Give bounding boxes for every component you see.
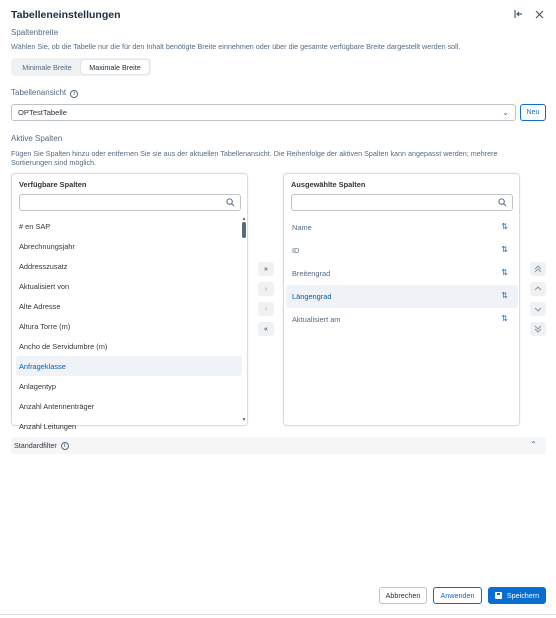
column-width-toggle (11, 58, 151, 76)
cancel-button[interactable]: Abbrechen (379, 587, 427, 604)
standard-filter-label: Standardfilter (14, 441, 57, 450)
list-item-label: Längengrad (292, 292, 332, 301)
selected-columns-list (286, 216, 518, 331)
save-button[interactable] (488, 587, 546, 604)
active-columns-label: Aktive Spalten (11, 134, 63, 143)
column-width-description: Wählen Sie, ob die Tabelle nur die für den Inhalt benötigte Breite einnehmen oder über die gesamte verfügbare Breite dargestellt werden soll. (11, 42, 461, 51)
scrollbar-thumb[interactable] (242, 222, 246, 238)
move-top-button[interactable] (530, 262, 546, 276)
available-scrollbar[interactable] (241, 216, 247, 423)
list-item[interactable]: Altura Torre (m) (19, 321, 71, 331)
remove-button[interactable]: ‹ (258, 302, 274, 316)
selected-search-input[interactable] (291, 194, 513, 211)
available-columns-list (16, 216, 242, 431)
new-view-button[interactable]: Neu (520, 104, 546, 121)
list-item-label: ID (292, 246, 300, 255)
close-icon[interactable] (533, 8, 545, 20)
save-icon (495, 592, 502, 599)
list-item[interactable]: Aktualisiert von (19, 281, 70, 291)
list-item[interactable] (286, 308, 518, 331)
search-icon (226, 198, 235, 207)
remove-all-button[interactable]: « (258, 322, 274, 336)
search-icon (498, 198, 507, 207)
standard-filter-section[interactable] (11, 437, 546, 454)
list-item[interactable]: Anzahl Leitungen (19, 421, 77, 431)
chevron-down-icon: ⌄ (502, 108, 509, 117)
double-chevron-down-icon (534, 325, 542, 333)
chevron-up-icon (534, 285, 542, 293)
table-view-select[interactable] (11, 104, 516, 121)
available-columns-title: Verfügbare Spalten (19, 180, 87, 189)
active-columns-description: Fügen Sie Spalten hinzu oder entfernen Sie sie aus der aktuellen Tabellenansicht. Die Reihenfolge der aktiven Spalten kann angepasst werden; mehrere Sortierungen sind möglich. (11, 149, 498, 167)
selected-columns-panel (283, 173, 520, 426)
list-item[interactable]: Alte Adresse (19, 301, 61, 311)
list-item[interactable]: Abrechnungsjahr (19, 241, 75, 251)
selected-columns-title: Ausgewählte Spalten (291, 180, 366, 189)
table-view-label: Tabellenansicht i (11, 88, 78, 98)
save-button-label: Speichern (506, 591, 540, 600)
info-icon[interactable]: i (70, 90, 78, 98)
sort-icon[interactable]: ⇅ (501, 291, 508, 300)
list-item[interactable]: Ancho de Servidumbre (m) (19, 341, 108, 351)
list-item-selected[interactable]: Anfrageklasse (16, 356, 242, 376)
list-item[interactable]: Anlagentyp (19, 381, 56, 391)
move-up-button[interactable] (530, 282, 546, 296)
chevron-down-icon (534, 305, 542, 313)
table-view-value: OPTestTabelle (18, 108, 67, 117)
sort-icon[interactable]: ⇅ (501, 222, 508, 231)
list-item[interactable] (286, 239, 518, 262)
list-item[interactable]: Addresszusatz (19, 261, 68, 271)
apply-button[interactable]: Anwenden (433, 587, 482, 604)
move-down-button[interactable] (530, 302, 546, 316)
list-item-label: Name (292, 223, 312, 232)
list-item[interactable] (286, 216, 518, 239)
list-item[interactable] (286, 262, 518, 285)
sort-icon[interactable]: ⇅ (501, 245, 508, 254)
list-item-label: Breitengrad (292, 269, 331, 278)
sort-icon[interactable]: ⇅ (501, 268, 508, 277)
info-icon[interactable]: i (61, 442, 69, 450)
scroll-up-icon[interactable]: ▲ (241, 216, 247, 222)
list-item[interactable]: # en SAP (19, 221, 51, 231)
minimal-width-option[interactable]: Minimale Breite (22, 62, 72, 72)
dialog-title: Tabelleneinstellungen (11, 9, 121, 21)
maximal-width-option[interactable]: Maximale Breite (81, 60, 149, 74)
available-search-input[interactable] (19, 194, 241, 211)
list-item-selected[interactable] (286, 285, 518, 308)
scroll-down-icon[interactable]: ▼ (241, 417, 247, 423)
add-all-button[interactable]: » (258, 262, 274, 276)
list-item[interactable]: Anzahl Antennenträger (19, 401, 95, 411)
double-chevron-up-icon (534, 265, 542, 273)
move-bottom-button[interactable] (530, 322, 546, 336)
sort-icon[interactable]: ⇅ (501, 314, 508, 323)
add-button[interactable]: › (258, 282, 274, 296)
divider (0, 614, 556, 615)
list-item-label: Aktualisiert am (292, 315, 341, 324)
column-width-label: Spaltenbreite (11, 28, 59, 37)
available-columns-panel (11, 173, 248, 431)
chevron-up-icon[interactable]: ⌃ (530, 440, 537, 449)
pin-icon[interactable] (512, 8, 524, 20)
